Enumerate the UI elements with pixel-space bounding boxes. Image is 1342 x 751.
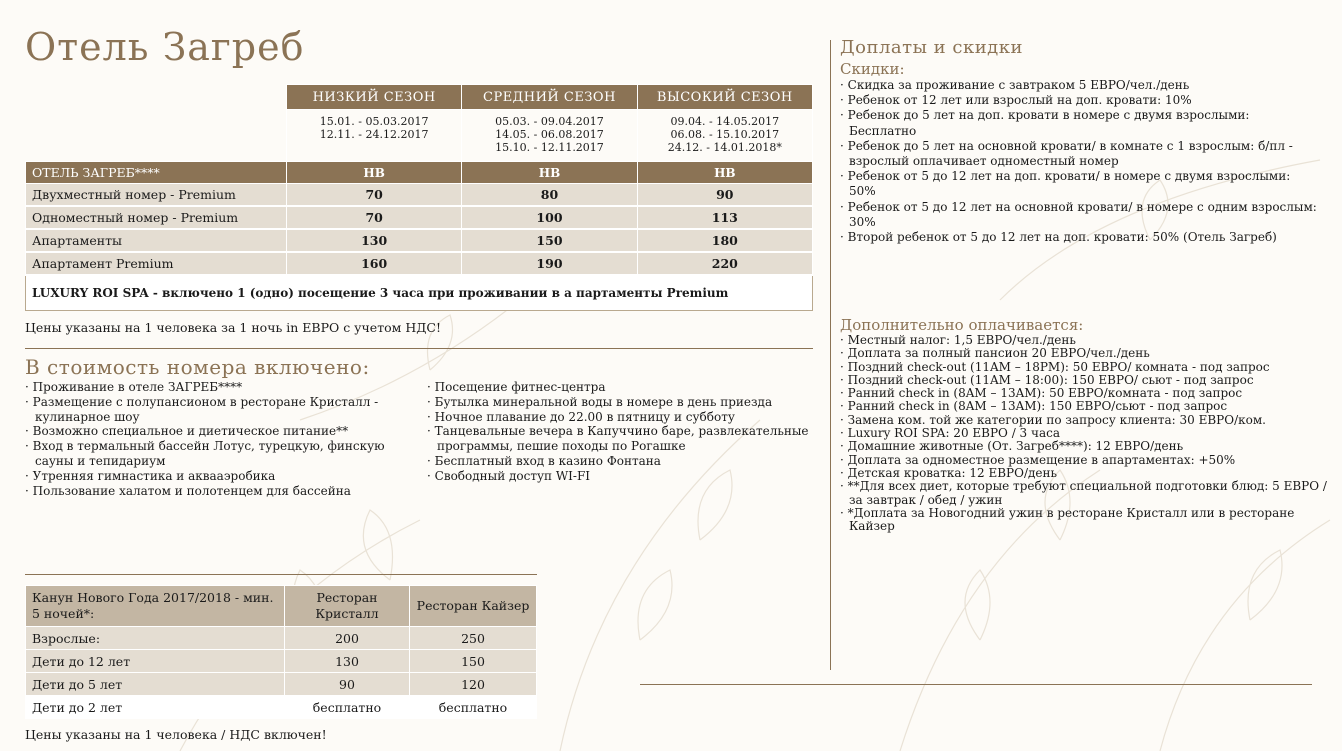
included-list-left: [25, 380, 405, 498]
season-low-dates: 15.01. - 05.03.2017 12.11. - 24.12.2017: [286, 110, 461, 162]
list-item: · Проживание в отеле ЗАГРЕБ****: [25, 380, 405, 395]
list-item: · Доплата за полный пансион 20 ЕВРО/чел./день: [840, 347, 1330, 360]
list-item: · Посещение фитнес-центра: [427, 380, 822, 395]
list-item: · Поздний check-out (11AM – 18PM): 50 ЕВРО/ комната - под запрос: [840, 361, 1330, 374]
list-item: · Ребенок от 5 до 12 лет на основной кровати/ в номере с одним взрослым: 30%: [840, 200, 1320, 230]
included-title: В стоимость номера включено:: [25, 355, 370, 379]
table-row: Одноместный номер - Premium 70 100 113: [26, 206, 813, 229]
list-item: · Скидка за проживание с завтраком 5 ЕВРО/чел./день: [840, 78, 1320, 93]
season-low-header: НИЗКИЙ СЕЗОН: [286, 85, 461, 110]
list-item: · Детская кроватка: 12 ЕВРО/день: [840, 467, 1330, 480]
table-row: Дети до 5 лет 90 120: [26, 673, 537, 696]
list-item: · Ребенок до 5 лет на основной кровати/ в комнате с 1 взрослым: б/пл - взрослый оплачивает одноместный номер: [840, 139, 1320, 169]
board-mid: HB: [462, 162, 637, 184]
list-item: · Свободный доступ WI-FI: [427, 469, 822, 484]
divider: [25, 348, 813, 349]
season-mid-dates: 05.03. - 09.04.2017 14.05. - 06.08.2017 15.10. - 12.11.2017: [462, 110, 637, 162]
board-low: HB: [286, 162, 461, 184]
new-year-table: Канун Нового Года 2017/2018 - мин. 5 ночей*: Ресторан Кристалл Ресторан Кайзер Взрослые: 200 250 Дети до 12 лет 130 150 Дети до 5 лет 90 120 Дети до 2 лет бесплатно бесплатно: [25, 585, 537, 719]
season-high-dates: 09.04. - 14.05.2017 06.08. - 15.10.2017 24.12. - 14.01.2018*: [637, 110, 812, 162]
table-row: Дети до 2 лет бесплатно бесплатно: [26, 696, 537, 719]
spa-note: LUXURY ROI SPA - включено 1 (одно) посещение 3 часа при проживании в а партаменты Premium: [26, 275, 813, 311]
list-item: · Местный налог: 1,5 ЕВРО/чел./день: [840, 334, 1330, 347]
list-item: · Домашние животные (От. Загреб****): 12 ЕВРО/день: [840, 440, 1330, 453]
list-item: · Пользование халатом и полотенцем для бассейна: [25, 484, 405, 499]
list-item: · Ранний check in (8AM – 13AM): 150 ЕВРО/сьют - под запрос: [840, 400, 1330, 413]
new-year-note: Цены указаны на 1 человека / НДС включен!: [25, 727, 327, 742]
season-high-header: ВЫСОКИЙ СЕЗОН: [637, 85, 812, 110]
list-item: · Ребенок от 5 до 12 лет на доп. кровати/ в номере с двумя взрослыми: 50%: [840, 169, 1320, 199]
hotel-label: ОТЕЛЬ ЗАГРЕБ****: [26, 162, 287, 184]
price-note: Цены указаны на 1 человека за 1 ночь in ЕВРО с учетом НДС!: [25, 320, 441, 335]
list-item: · Бесплатный вход в казино Фонтана: [427, 454, 822, 469]
table-row: Взрослые: 200 250: [26, 627, 537, 650]
list-item: · Утренняя гимнастика и аквааэробика: [25, 469, 405, 484]
surcharges-title: Доплаты и скидки: [840, 37, 1024, 58]
board-high: HB: [637, 162, 812, 184]
list-item: · Ночное плавание до 22.00 в пятницу и субботу: [427, 410, 822, 425]
column-divider: [830, 40, 831, 670]
list-item: · **Для всех диет, которые требуют специальной подготовки блюд: 5 ЕВРО / за завтрак / обед / ужин: [840, 480, 1330, 507]
divider: [25, 574, 537, 575]
list-item: · Второй ребенок от 5 до 12 лет на доп. кровати: 50% (Отель Загреб): [840, 230, 1320, 245]
rates-table: [25, 84, 813, 311]
table-row: Дети до 12 лет 130 150: [26, 650, 537, 673]
season-mid-header: СРЕДНИЙ СЕЗОН: [462, 85, 637, 110]
included-list-right: [427, 380, 822, 484]
extras-list: [840, 334, 1330, 533]
table-row: Апартаменты 130 150 180: [26, 229, 813, 252]
discounts-title: Скидки:: [840, 60, 905, 78]
list-item: · Ранний check in (8AM – 13AM): 50 ЕВРО/комната - под запрос: [840, 387, 1330, 400]
list-item: · Ребенок от 12 лет или взрослый на доп. кровати: 10%: [840, 93, 1320, 108]
list-item: · Поздний check-out (11AM – 18:00): 150 ЕВРО/ сьют - под запрос: [840, 374, 1330, 387]
discounts-list: [840, 78, 1320, 245]
table-row: Апартамент Premium 160 190 220: [26, 252, 813, 275]
list-item: · Размещение с полупансионом в ресторане Кристалл - кулинарное шоу: [25, 395, 405, 425]
list-item: · Luxury ROI SPA: 20 ЕВРО / 3 часа: [840, 427, 1330, 440]
list-item: · Замена ком. той же категории по запросу клиента: 30 ЕВРО/ком.: [840, 414, 1330, 427]
list-item: · Возможно специальное и диетическое питание**: [25, 424, 405, 439]
list-item: · Танцевальные вечера в Капуччино баре, развлекательные программы, пешие походы по Рогашке: [427, 424, 822, 454]
list-item: · Вход в термальный бассейн Лотус, турецкую, финскую сауны и тепидариум: [25, 439, 405, 469]
extras-title: Дополнительно оплачивается:: [840, 316, 1084, 334]
list-item: · Ребенок до 5 лет на доп. кровати в номере с двумя взрослыми: Бесплатно: [840, 108, 1320, 138]
list-item: · Бутылка минеральной воды в номере в день приезда: [427, 395, 822, 410]
list-item: · *Доплата за Новогодний ужин в ресторане Кристалл или в ресторане Кайзер: [840, 507, 1330, 534]
page-title: Отель Загреб: [25, 25, 305, 69]
table-row: Двухместный номер - Premium 70 80 90: [26, 184, 813, 207]
list-item: · Доплата за одноместное размещение в апартаментах: +50%: [840, 454, 1330, 467]
divider: [640, 684, 1312, 685]
